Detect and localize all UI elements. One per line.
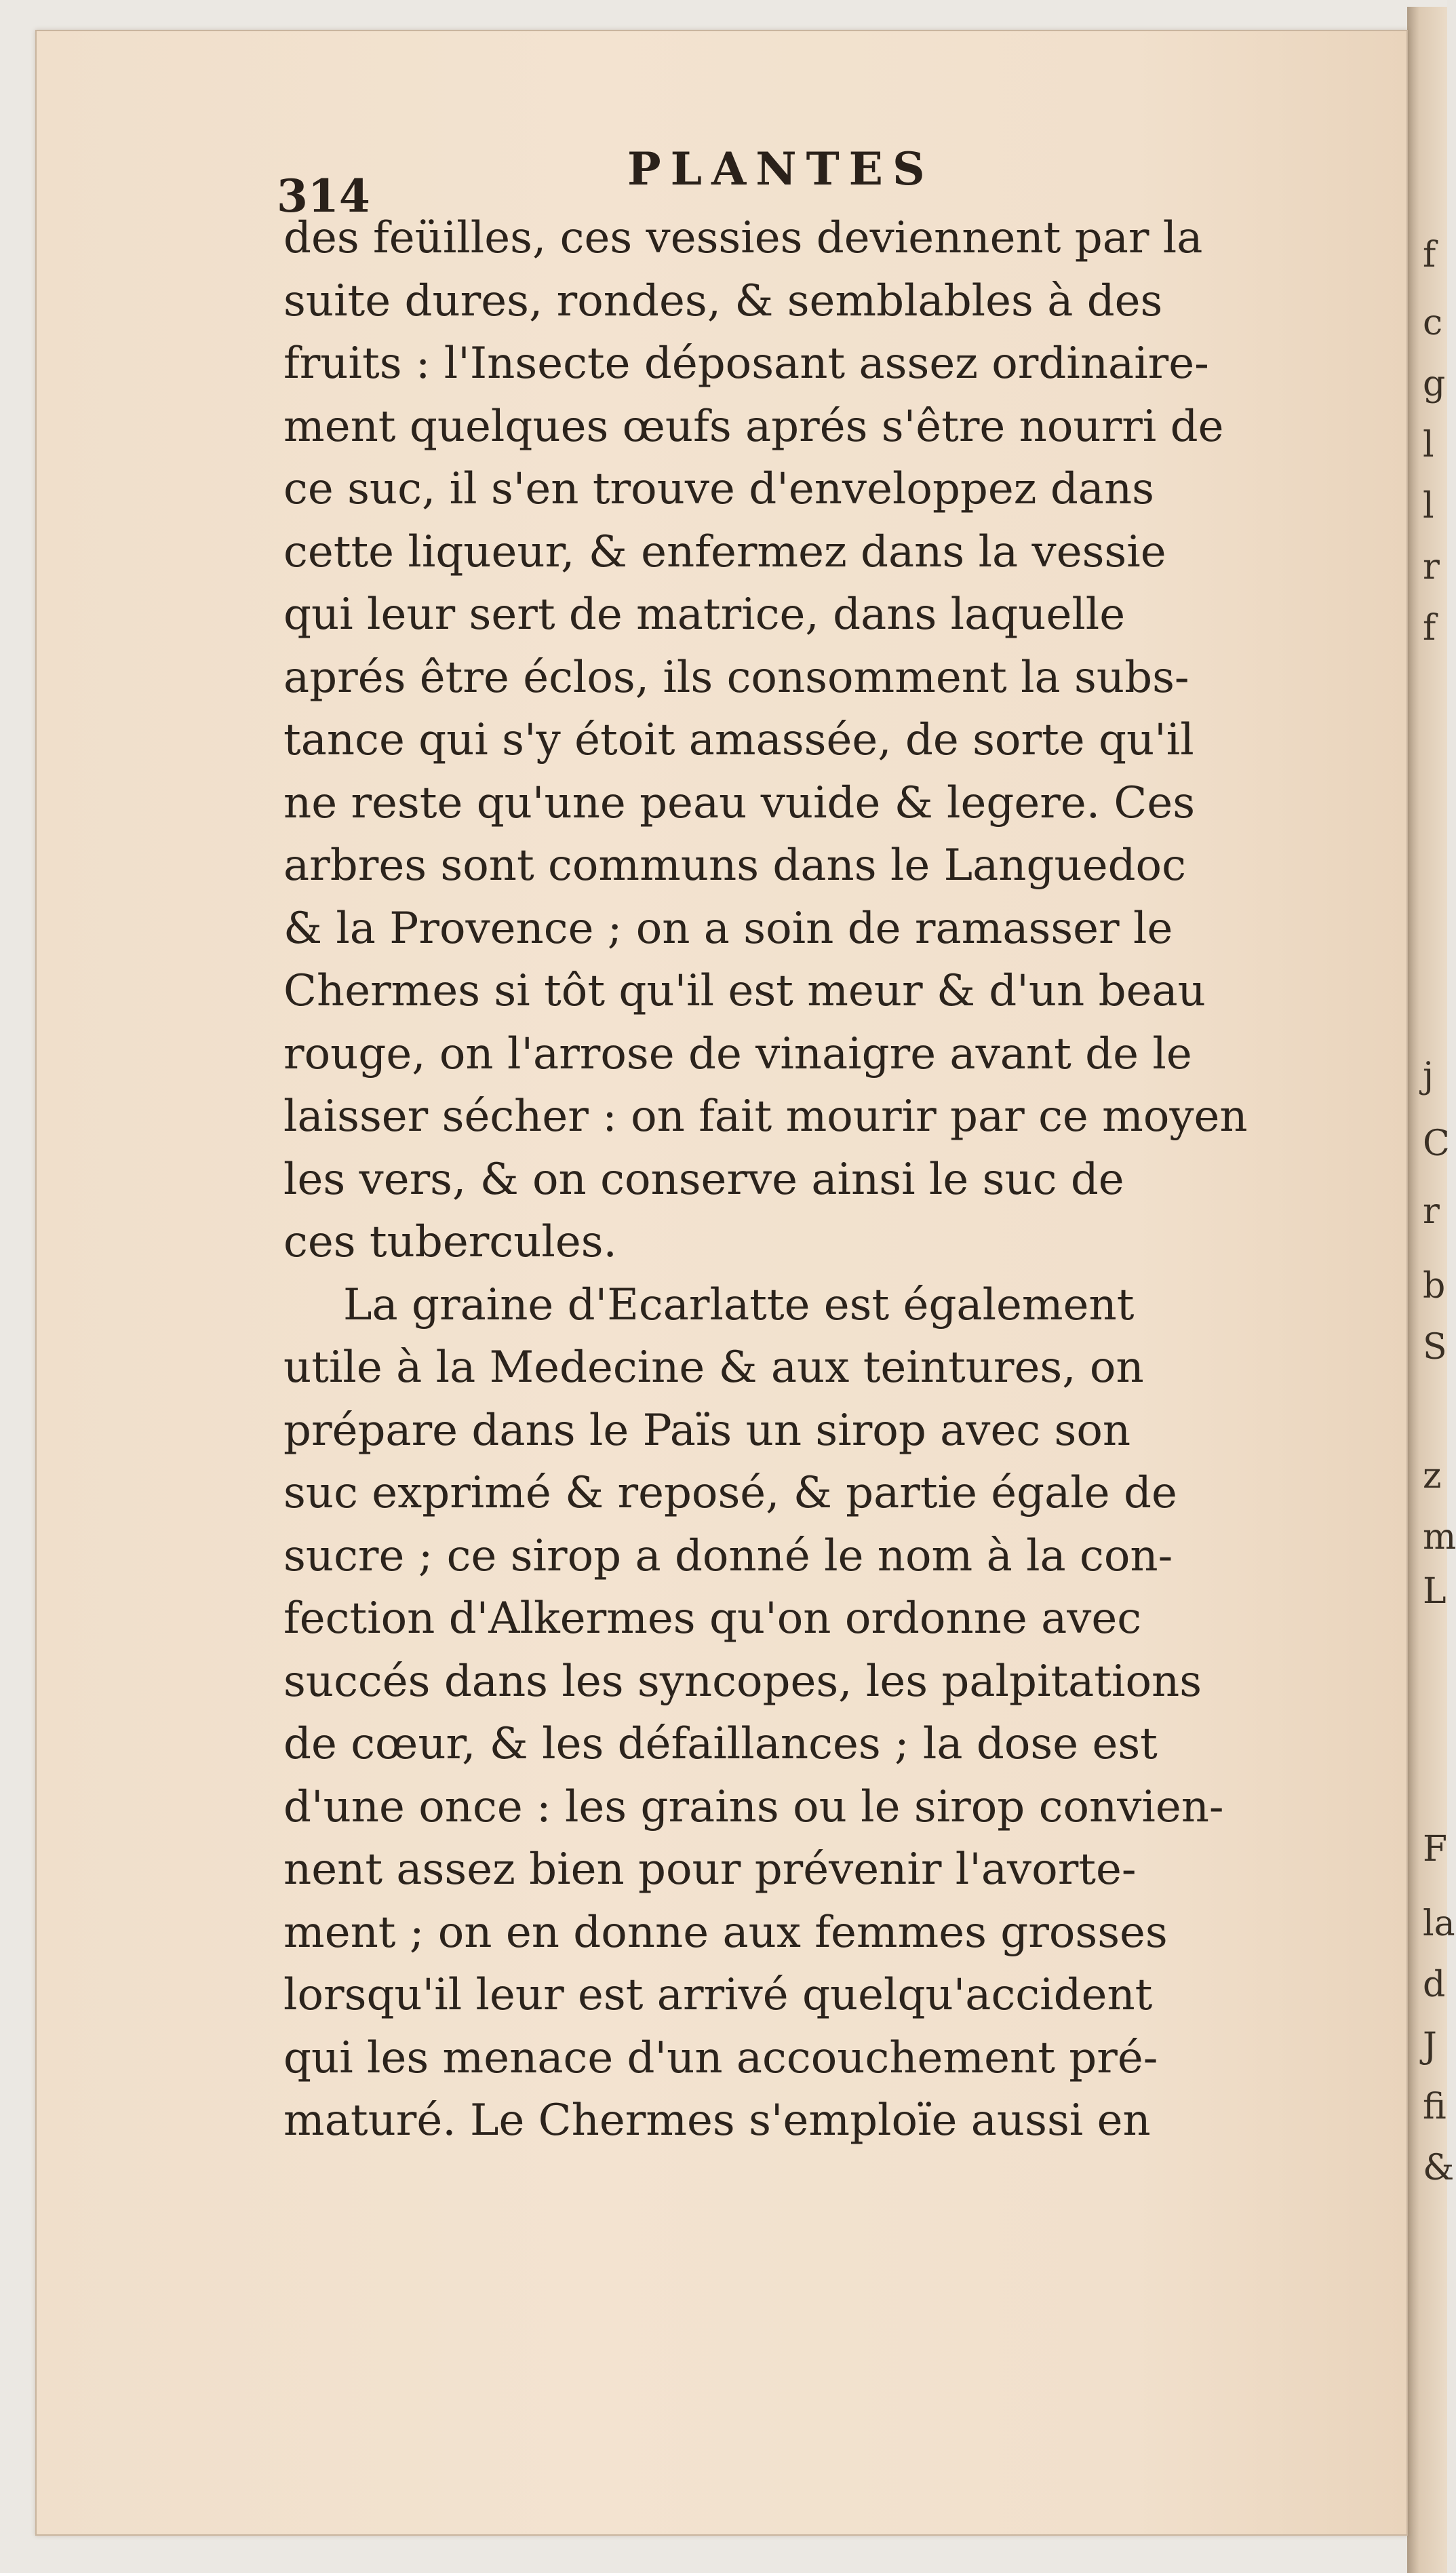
text-line: utile à la Medecine & aux teintures, on xyxy=(283,1342,1144,1393)
text-line: maturé. Le Chermes s'emploïe aussi en xyxy=(283,2095,1151,2146)
text-line: Chermes si tôt qu'il est meur & d'un beau xyxy=(283,966,1206,1016)
text-line: cette liqueur, & enfermez dans la vessie xyxy=(283,526,1166,577)
text-line: ne reste qu'une peau vuide & legere. Ces xyxy=(283,777,1196,828)
bleed-glyph: C xyxy=(1423,1123,1450,1164)
bleed-glyph: b xyxy=(1423,1266,1446,1307)
text-line: sucre ; ce sirop a donné le nom à la con- xyxy=(283,1530,1173,1581)
bleed-glyph: c xyxy=(1423,303,1443,343)
text-line: arbres sont communs dans le Languedoc xyxy=(283,840,1186,891)
text-line: qui les menace d'un accouchement pré- xyxy=(283,2032,1158,2083)
bleed-glyph: r xyxy=(1423,1191,1440,1232)
text-line: fruits : l'Insecte déposant assez ordinaire- xyxy=(283,338,1209,389)
text-line: rouge, on l'arrose de vinaigre avant de le xyxy=(283,1028,1192,1079)
text-line: nent assez bien pour prévenir l'avorte- xyxy=(283,1844,1137,1895)
bleed-glyph: F xyxy=(1423,1829,1448,1870)
text-line: de cœur, & les défaillances ; la dose est xyxy=(283,1719,1158,1769)
bleed-glyph: d xyxy=(1423,1965,1446,2005)
text-line: ment quelques œufs aprés s'être nourri de xyxy=(283,401,1224,452)
text-line: La graine d'Ecarlatte est également xyxy=(343,1279,1135,1330)
text-line: laisser sécher : on fait mourir par ce moyen xyxy=(283,1091,1248,1142)
bleed-glyph: l xyxy=(1423,486,1434,526)
bleed-glyph: f xyxy=(1423,235,1436,275)
text-line: ces tubercules. xyxy=(283,1217,617,1267)
bleed-glyph: f xyxy=(1423,608,1436,649)
text-line: les vers, & on conserve ainsi le suc de xyxy=(283,1154,1124,1205)
text-line: des feüilles, ces vessies deviennent par la xyxy=(283,213,1203,263)
text-line: & la Provence ; on a soin de ramasser le xyxy=(283,903,1173,954)
text-line: ce suc, il s'en trouve d'enveloppez dans xyxy=(283,464,1154,514)
text-line: suc exprimé & reposé, & partie égale de xyxy=(283,1468,1177,1518)
text-line: succés dans les syncopes, les palpitations xyxy=(283,1656,1202,1707)
text-line: tance qui s'y étoit amassée, de sorte qu'il xyxy=(283,715,1194,765)
bleed-glyph: fi xyxy=(1423,2087,1447,2127)
bleed-glyph: L xyxy=(1423,1571,1447,1612)
text-line: aprés être éclos, ils consomment la subs- xyxy=(283,652,1189,703)
running-title: PLANTES xyxy=(627,142,934,195)
bleed-glyph: j xyxy=(1423,1056,1434,1096)
text-line: prépare dans le Païs un sirop avec son xyxy=(283,1405,1131,1456)
bleed-glyph: & xyxy=(1423,2148,1455,2188)
page-number: 314 xyxy=(277,170,370,223)
bleed-glyph: l xyxy=(1423,425,1434,465)
text-line: lorsqu'il leur est arrivé quelqu'accident xyxy=(283,1970,1153,2020)
running-head xyxy=(0,129,1447,223)
text-line: ment ; on en donne aux femmes grosses xyxy=(283,1907,1168,1958)
text-line: d'une once : les grains ou le sirop convien- xyxy=(283,1781,1224,1832)
bleed-glyph: r xyxy=(1423,547,1440,587)
bleed-glyph: z xyxy=(1423,1456,1442,1496)
text-line: suite dures, rondes, & semblables à des xyxy=(283,275,1163,326)
bleed-glyph: g xyxy=(1423,364,1446,404)
bleed-glyph: la xyxy=(1423,1903,1455,1944)
bleed-glyph: m xyxy=(1423,1517,1456,1558)
bleed-glyph: S xyxy=(1423,1327,1447,1368)
text-line: qui leur sert de matrice, dans laquelle xyxy=(283,589,1126,640)
text-line: fection d'Alkermes qu'on ordonne avec xyxy=(283,1593,1142,1644)
bleed-glyph: J xyxy=(1423,2026,1437,2066)
body-text xyxy=(283,207,1301,2152)
